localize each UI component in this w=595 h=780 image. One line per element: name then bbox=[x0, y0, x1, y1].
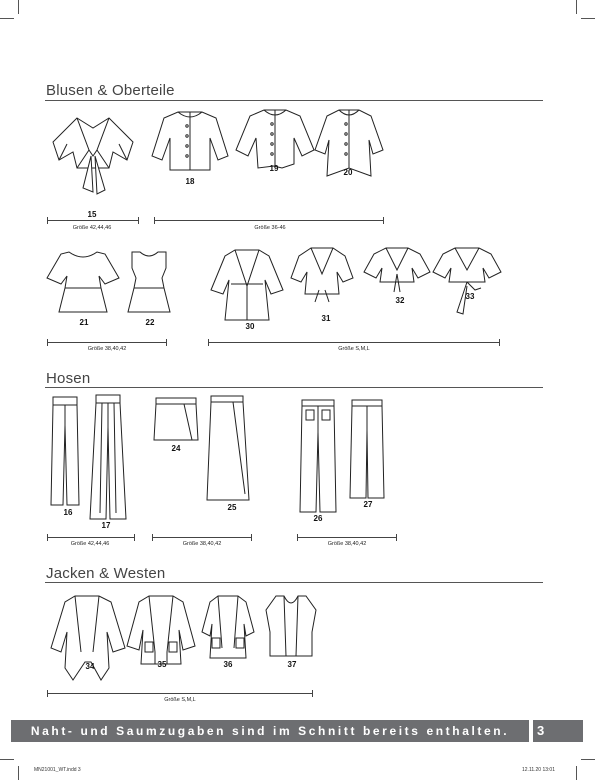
size-label-18-20: Größe 36-46 bbox=[254, 225, 286, 231]
garment-31 bbox=[289, 244, 355, 316]
slug-filename: MN21001_WT.indd 3 bbox=[34, 767, 81, 773]
number-25: 25 bbox=[227, 503, 237, 512]
page-number-box bbox=[533, 720, 583, 742]
crop-mark-top-left bbox=[18, 0, 19, 14]
section-title-blusen: Blusen & Oberteile bbox=[46, 82, 175, 99]
number-17: 17 bbox=[101, 521, 111, 530]
garment-15 bbox=[47, 110, 139, 210]
number-30: 30 bbox=[245, 322, 255, 331]
garment-35 bbox=[125, 592, 197, 668]
garment-21 bbox=[45, 248, 121, 316]
crop-mark-bottom-right-h bbox=[581, 759, 595, 760]
garment-22 bbox=[124, 248, 174, 316]
size-range-16-17 bbox=[47, 534, 135, 540]
number-20: 20 bbox=[343, 168, 353, 177]
number-32: 32 bbox=[395, 296, 405, 305]
crop-mark-top-left-h bbox=[0, 18, 14, 19]
seam-allowance-notice: Naht- und Saumzugaben sind im Schnitt bereits enthalten. bbox=[30, 724, 510, 738]
garment-17 bbox=[88, 393, 128, 523]
crop-mark-top-right-h bbox=[581, 18, 595, 19]
slug-date: 12.11.20 13:01 bbox=[522, 767, 555, 773]
page-number: 3 bbox=[537, 723, 545, 738]
number-33: 33 bbox=[465, 292, 475, 301]
crop-mark-top-right bbox=[576, 0, 577, 14]
size-label-15: Größe 42,44,46 bbox=[72, 225, 112, 231]
garment-37 bbox=[262, 592, 320, 662]
garment-16 bbox=[47, 395, 83, 509]
footer-banner bbox=[11, 720, 529, 742]
number-19: 19 bbox=[269, 164, 279, 173]
size-label-21-22: Größe 38,40,42 bbox=[87, 346, 127, 352]
garment-25 bbox=[205, 394, 253, 504]
size-label-34-37: Größe S,M,L bbox=[164, 697, 196, 703]
garment-30 bbox=[209, 246, 285, 324]
number-27: 27 bbox=[363, 500, 373, 509]
size-range-26-27 bbox=[297, 534, 397, 540]
number-22: 22 bbox=[145, 318, 155, 327]
size-range-34-37 bbox=[47, 690, 313, 696]
size-range-18-20 bbox=[154, 217, 384, 223]
garment-32 bbox=[362, 244, 432, 302]
size-range-24-25 bbox=[152, 534, 252, 540]
number-31: 31 bbox=[321, 314, 331, 323]
size-range-30-33 bbox=[208, 339, 500, 345]
size-label-16-17: Größe 42,44,46 bbox=[70, 541, 110, 547]
number-21: 21 bbox=[79, 318, 89, 327]
size-label-26-27: Größe 38,40,42 bbox=[327, 541, 367, 547]
garment-27 bbox=[348, 398, 386, 502]
section-title-jacken: Jacken & Westen bbox=[46, 565, 166, 582]
size-range-21-22 bbox=[47, 339, 167, 345]
number-15: 15 bbox=[87, 210, 97, 219]
size-label-30-33: Größe S,M,L bbox=[338, 346, 370, 352]
number-16: 16 bbox=[63, 508, 73, 517]
crop-mark-bottom-left bbox=[18, 766, 19, 780]
section-title-hosen: Hosen bbox=[46, 370, 91, 387]
garment-33 bbox=[431, 244, 503, 318]
number-37: 37 bbox=[287, 660, 297, 669]
number-24: 24 bbox=[171, 444, 181, 453]
number-34: 34 bbox=[85, 662, 95, 671]
garment-18 bbox=[150, 108, 230, 176]
size-label-24-25: Größe 38,40,42 bbox=[182, 541, 222, 547]
section-rule bbox=[45, 100, 543, 101]
section-rule bbox=[45, 387, 543, 388]
crop-mark-bottom-left-h bbox=[0, 759, 14, 760]
number-35: 35 bbox=[157, 660, 167, 669]
number-26: 26 bbox=[313, 514, 323, 523]
number-36: 36 bbox=[223, 660, 233, 669]
number-18: 18 bbox=[185, 177, 195, 186]
garment-26 bbox=[298, 398, 338, 516]
section-rule bbox=[45, 582, 543, 583]
garment-36 bbox=[200, 592, 256, 662]
size-range-15 bbox=[47, 217, 139, 223]
crop-mark-bottom-right bbox=[576, 766, 577, 780]
garment-24 bbox=[152, 396, 200, 444]
